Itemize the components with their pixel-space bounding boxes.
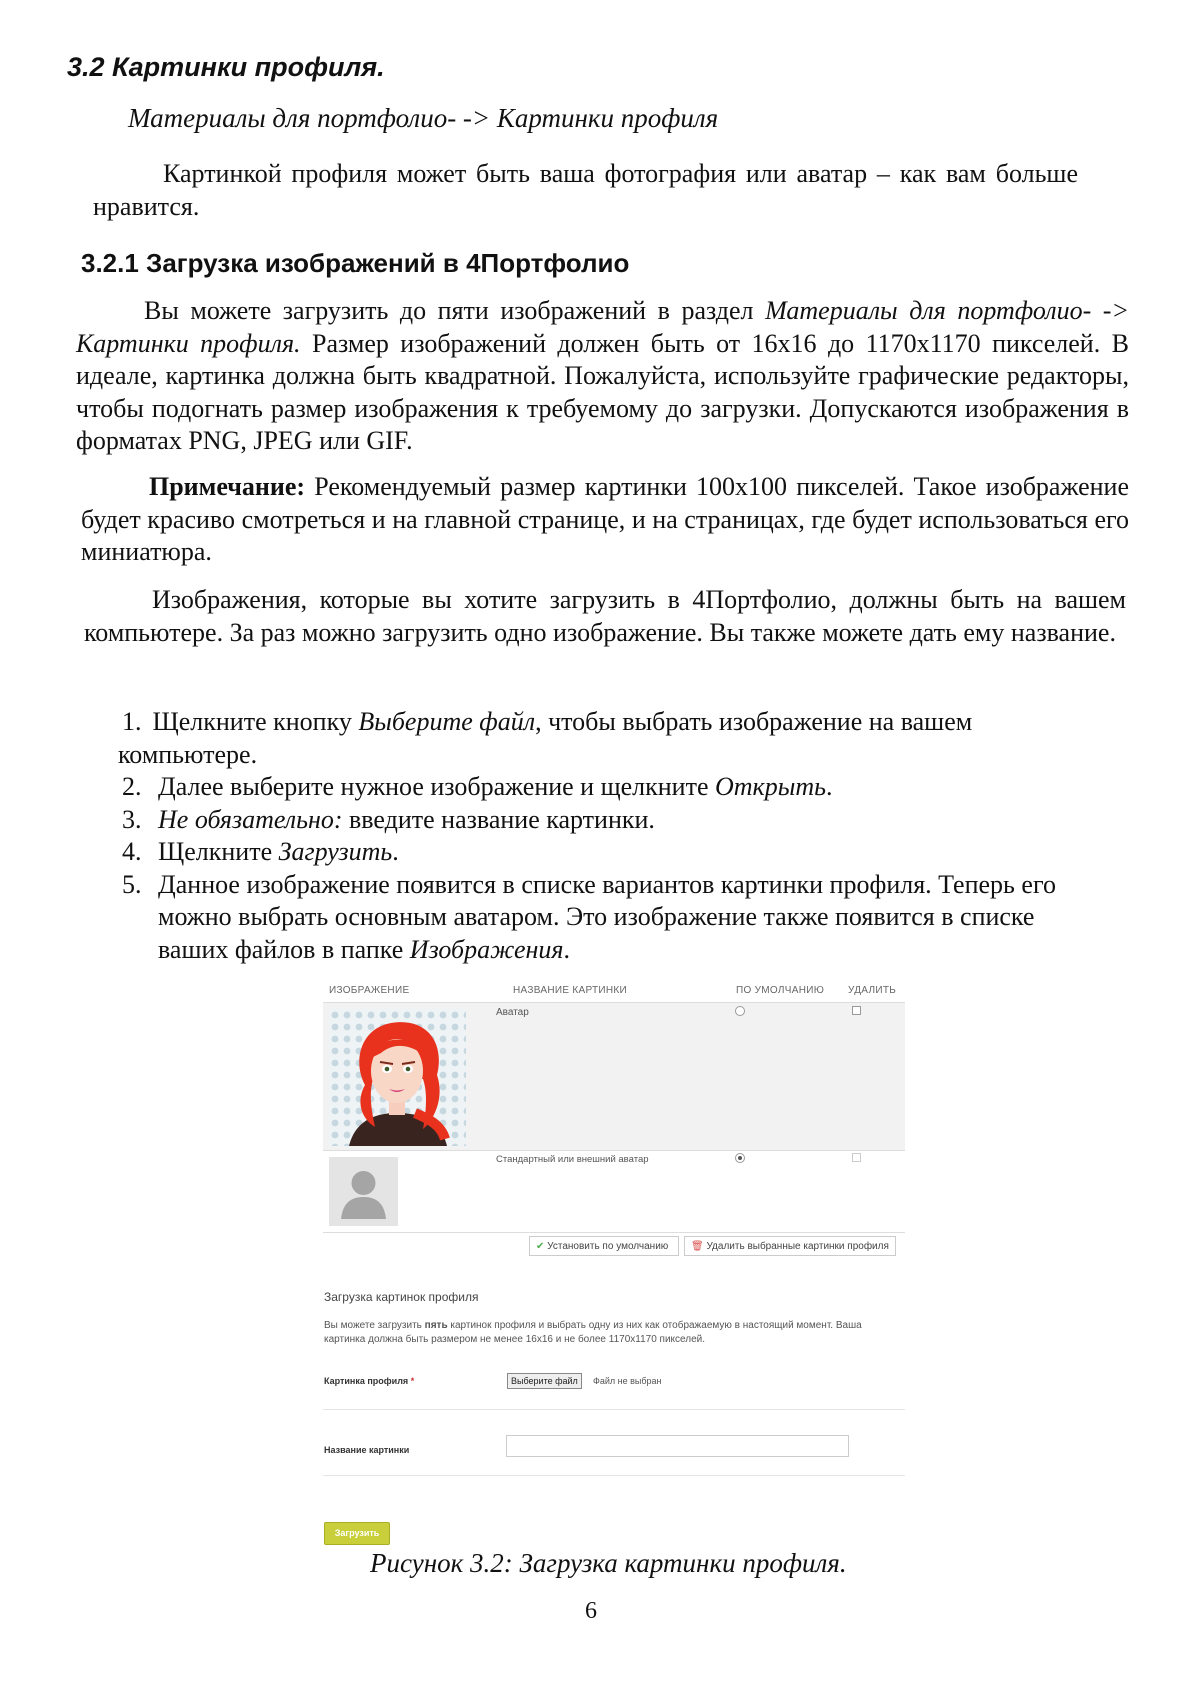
picture-field-label — [324, 1376, 414, 1386]
column-header-default: ПО УМОЛЧАНИЮ — [736, 985, 825, 996]
list-item — [118, 869, 1108, 967]
picture-title-label: Название картинки — [324, 1445, 410, 1455]
upload-paragraph — [76, 295, 1129, 458]
default-radio-avatar[interactable] — [735, 1006, 745, 1016]
step-text-end: . — [825, 772, 833, 801]
delete-selected-button[interactable] — [684, 1236, 896, 1256]
trash-icon: 🗑 — [691, 1241, 704, 1252]
picture-name-standard: Стандартный или внешний аватар — [496, 1154, 649, 1165]
picture-field-label-text: Картинка профиля — [324, 1376, 409, 1386]
step-emphasis: Выберите файл — [358, 707, 536, 736]
list-item — [118, 804, 1108, 837]
step-number: 2. — [122, 772, 142, 801]
step-number: 3. — [122, 804, 142, 834]
default-radio-standard[interactable] — [735, 1153, 745, 1163]
breadcrumb: Материалы для портфолио- -> Картинки профиля — [128, 103, 719, 133]
figure-caption: Рисунок 3.2: Загрузка картинки профиля. — [370, 1548, 847, 1578]
step-number: 5. — [122, 869, 142, 899]
upload-paragraph-path: Материалы для портфолио- -> Картинки профиля. — [76, 296, 1129, 358]
default-avatar-image — [329, 1157, 398, 1226]
step-text-end: . — [563, 934, 570, 964]
note-label: Примечание: — [149, 472, 306, 501]
upload-description-text-1: Вы можете загрузить — [324, 1320, 425, 1331]
note-text: Рекомендуемый размер картинки 100x100 пикселей. Такое изображение будет красиво смотреться и на главной странице, и на страницах, где будет использоваться его миниатюра. — [81, 472, 1129, 566]
divider — [323, 1409, 905, 1410]
picture-title-input[interactable] — [506, 1435, 849, 1457]
divider — [323, 1475, 905, 1476]
list-item — [118, 706, 1108, 771]
page-number: 6 — [585, 1598, 597, 1624]
upload-description — [324, 1319, 884, 1347]
required-mark: * — [410, 1376, 415, 1386]
step-emphasis: Изображения — [409, 934, 564, 964]
avatar-cartoon-image — [329, 1009, 466, 1146]
step-text: Щелкните кнопку — [152, 707, 359, 736]
list-item — [118, 771, 1108, 804]
step-emphasis: Открыть — [715, 772, 826, 801]
set-default-label: Установить по умолчанию — [547, 1241, 669, 1252]
step-emphasis: Загрузить — [278, 837, 393, 866]
column-header-image: ИЗОБРАЖЕНИЕ — [329, 985, 410, 996]
upload-paragraph-text-2: Размер изображений должен быть от 16x16 до 1170x1170 пикселей. В идеале, картинка должна быть квадратной. Пожалуйста, используйте графические редакторы, чтобы подогнать размер изображения к требуемому до загрузки. Допускаются изображения в форматах PNG, JPEG или GIF. — [76, 328, 1129, 455]
section-heading-3-2: 3.2 Картинки профиля. — [67, 52, 385, 82]
step-text: Далее выберите нужное изображение и щелкните — [158, 772, 715, 801]
check-icon: ✔ — [536, 1241, 545, 1252]
no-file-selected-text: Файл не выбран — [593, 1376, 662, 1386]
step-text: Щелкните — [158, 837, 279, 866]
step-number: 4. — [122, 837, 142, 866]
choose-file-button[interactable]: Выберите файл — [507, 1373, 582, 1389]
picture-name-avatar: Аватар — [496, 1007, 529, 1018]
step-emphasis: Не обязательно: — [158, 804, 343, 834]
step-text-end: введите название картинки. — [342, 804, 655, 834]
upload-description-text-2: картинок профиля и выбрать одну из них как отображаемую в настоящий момент. Ваша картинка должна быть размером не менее 16x16 и не более 1170x1170 пикселей. — [324, 1320, 862, 1345]
step-text-end: . — [392, 837, 399, 866]
local-files-paragraph: Изображения, которые вы хотите загрузить в 4Портфолио, должны быть на вашем компьютере. За раз можно загрузить одно изображение. Вы также можете дать ему название. — [84, 585, 1126, 647]
list-item — [118, 836, 1108, 869]
intro-paragraph: Картинкой профиля может быть ваша фотография или аватар – как вам больше нравится. — [93, 159, 1078, 221]
column-header-name: НАЗВАНИЕ КАРТИНКИ — [513, 985, 628, 996]
section-heading-3-2-1: 3.2.1 Загрузка изображений в 4Портфолио — [81, 248, 630, 278]
step-number: 1. — [122, 707, 142, 736]
delete-checkbox-avatar[interactable] — [852, 1006, 861, 1015]
profile-pictures-screenshot — [323, 985, 905, 1550]
set-default-button[interactable] — [529, 1236, 679, 1256]
upload-description-bold: пять — [424, 1320, 448, 1331]
steps-list — [118, 706, 1108, 966]
upload-button[interactable]: Загрузить — [324, 1522, 390, 1545]
step-text: Данное изображение появится в списке вариантов картинки профиля. Теперь его можно выбрать основным аватаром. Это изображение также появится в списке ваших файлов в папке — [158, 869, 1056, 964]
delete-selected-label: Удалить выбранные картинки профиля — [706, 1241, 889, 1252]
delete-checkbox-standard[interactable] — [852, 1153, 861, 1162]
step-text-end: , чтобы выбрать изображение на вашем компьютере. — [118, 707, 973, 769]
column-header-delete: УДАЛИТЬ — [848, 985, 897, 996]
upload-paragraph-text-1: Вы можете загрузить до пяти изображений в раздел — [144, 296, 766, 325]
note-paragraph — [81, 471, 1129, 569]
upload-section-title: Загрузка картинок профиля — [324, 1290, 479, 1304]
